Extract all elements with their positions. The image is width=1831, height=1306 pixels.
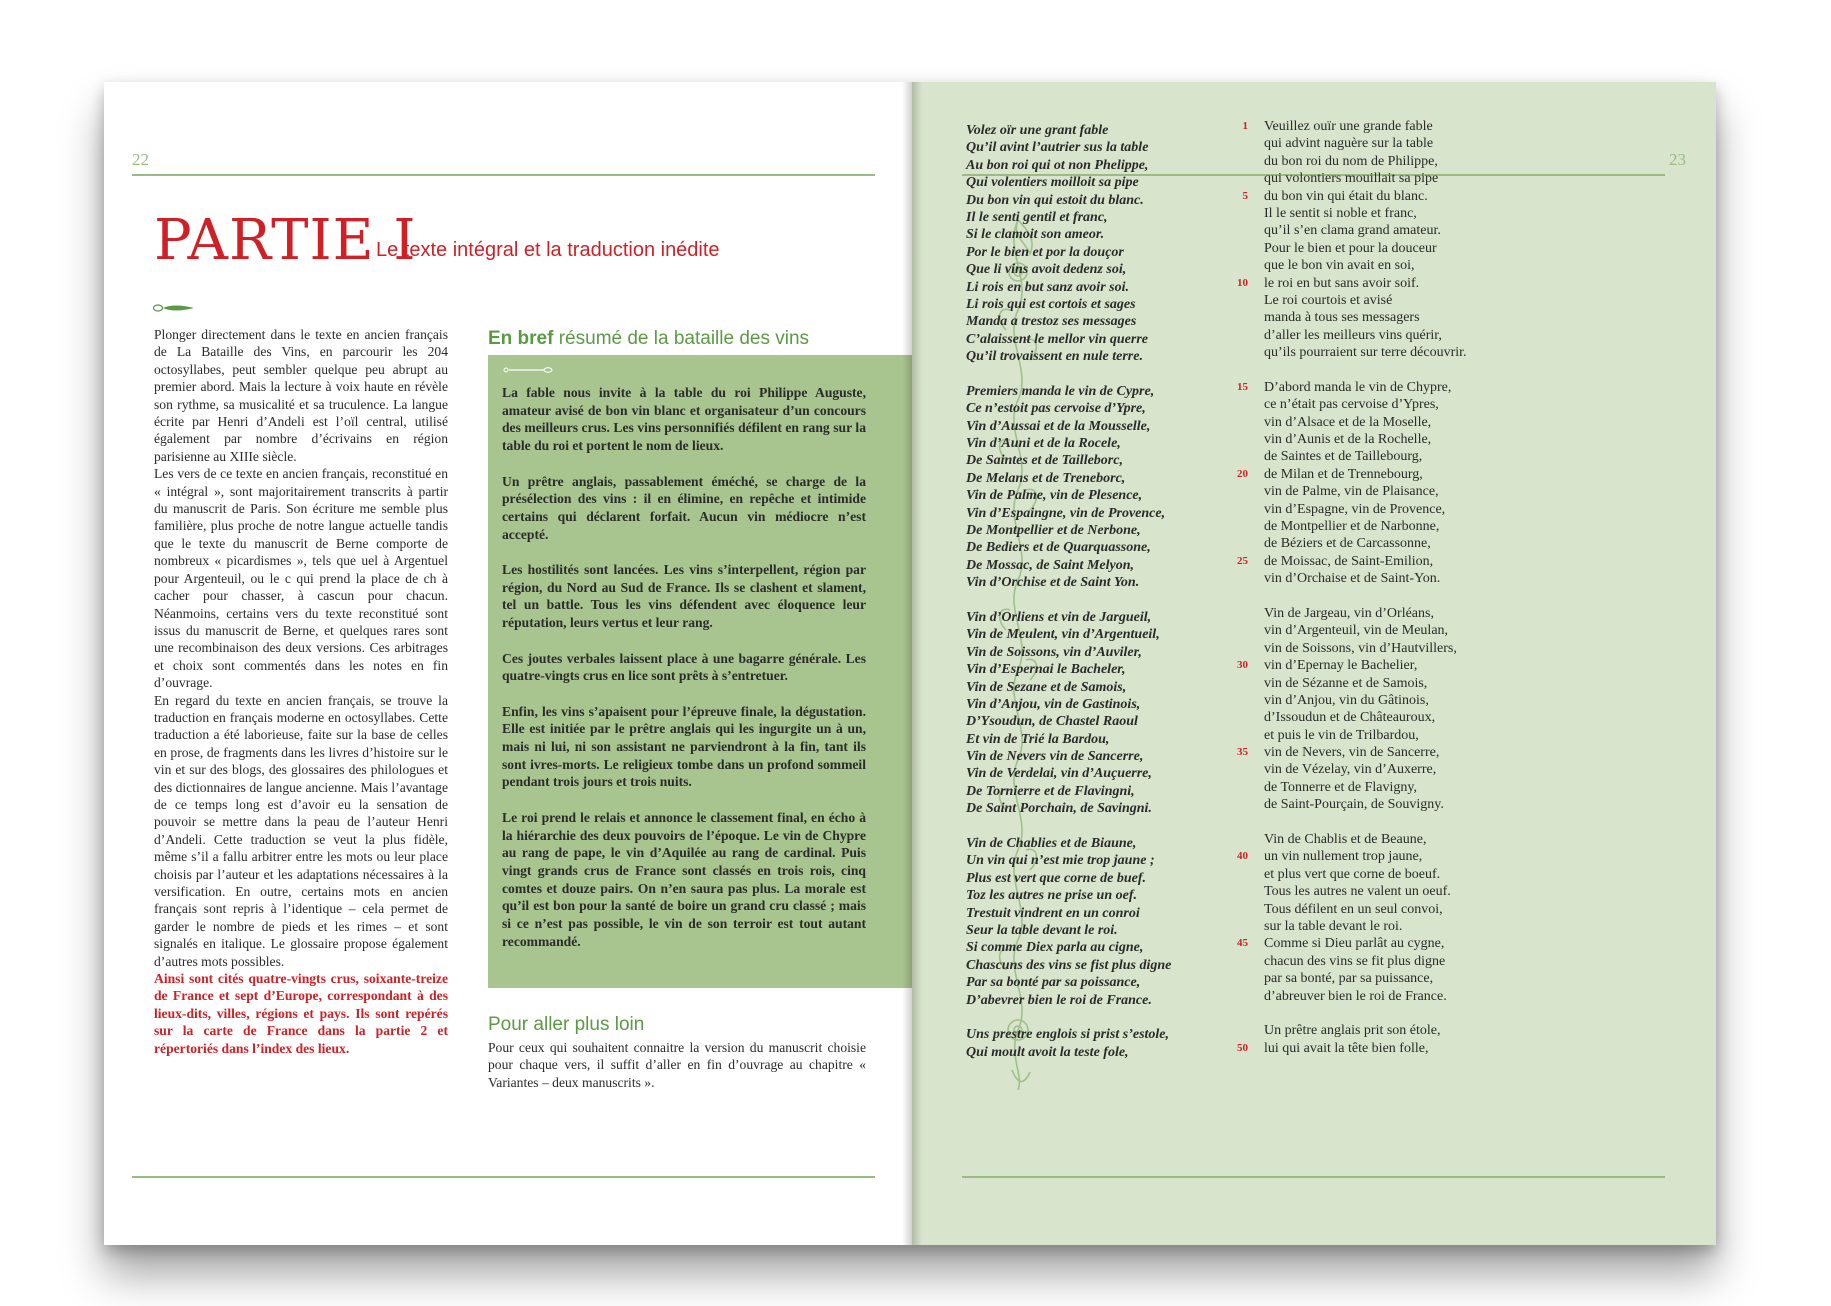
- translation-line: [1222, 153, 1522, 170]
- verse-line: Premiers manda le vin de Cypre,: [966, 383, 1155, 399]
- translation-line: [1222, 327, 1522, 344]
- line-number: 25: [1237, 554, 1248, 567]
- page-gutter: [902, 82, 922, 1245]
- translation-line: [1222, 466, 1522, 483]
- translation-line: [1222, 605, 1522, 622]
- en-bref-paragraph: Un prêtre anglais, passablement éméché, se charge de la présélection des vins : il en élimine, en repêche et intimide certains qui déclarent forfait. Aucun vin médiocre n’est accepté.: [502, 473, 866, 542]
- verse-line: Il le senti gentil et franc,: [966, 209, 1108, 225]
- translation-text: de Moissac, de Saint-Emilion,: [1264, 553, 1434, 569]
- translation-text: qui volontiers mouillait sa pipe: [1264, 171, 1439, 187]
- translation-line: [1222, 675, 1522, 692]
- translation-line: [1222, 970, 1522, 987]
- translation-text: Veuillez ouïr une grande fable: [1264, 119, 1433, 134]
- translation-text: d’aller les meilleurs vins quérir,: [1264, 327, 1442, 343]
- translation-text: vin d’Aunis et de la Rochelle,: [1264, 432, 1432, 448]
- intro-paragraph: En regard du texte en ancien français, se trouve la traduction en français moderne en octosyllabes. Cette traduction a été laborieuse, faite sur la base de celles en prose, de fragments dans les livres d’histoire sur le vin et sur des blogs, des glossaires des philologues et des dictionnaires de langue ancienne. Mais l’avantage de ce temps long est d’avoir eu la sensation de pouvoir se mettre dans la peau de l’auteur Henri d’Andeli. Cette traduction se veut la plus fidèle, même s’il a fallu arbitrer entre les mots ou leur place choisis par l’auteur et les adaptations nécessaires à la versification. En outre, certains mots en ancien français sont repris à l’identique – cela permet de garder le nombre de pieds et les rimes – et sont signalés en italique. Le glossaire propose également d’autres mots possibles.: [154, 692, 448, 969]
- en-bref-paragraph: Le roi prend le relais et annonce le classement final, en écho à la hiérarchie des deux pouvoirs de l’époque. Le vin de Chypre au rang de pape, le vin d’Aquilée au rang de cardinal. Puis vingt grands crus de France sont classés en trois rois, cinq comtes et douze pairs. On n’en saura pas plus. La morale est qu’il est bon pour la santé de boire un grand cru classé ; mais si ce n’est pas possible, le vin de son terroir est tout autant recommandé.: [502, 809, 866, 949]
- translation-line: [1222, 848, 1522, 865]
- verse-line: Vin d’Orliens et vin de Jargueil,: [966, 609, 1152, 625]
- translation-line: [1222, 901, 1522, 918]
- verse-line: Vin d’Espaingne, vin de Provence,: [966, 505, 1166, 521]
- translation-line: [1222, 1040, 1522, 1057]
- verse-line: Plus est vert que corne de buef.: [966, 870, 1147, 886]
- translation-text: ce n’était pas cervoise d’Ypres,: [1264, 397, 1439, 413]
- top-rule-left: [132, 174, 875, 176]
- line-number: 45: [1237, 937, 1248, 950]
- translation-line: [1222, 657, 1522, 674]
- page-subtitle: Le texte intégral et la traduction inédite: [376, 239, 720, 261]
- translation-text: Le roi courtois et avisé: [1264, 292, 1393, 308]
- en-bref-paragraph: Les hostilités sont lancées. Les vins s’interpellent, région par région, du Nord au Sud de France. Ils se clashent et slament, tel un battle. Tous les vins défendent avec éloquence leur réputation, leurs vertus et leur rang.: [502, 562, 866, 631]
- translation-text: vin d’Alsace et de la Moselle,: [1264, 414, 1432, 430]
- translation-text: vin d’Orchaise et de Saint-Yon.: [1264, 571, 1441, 587]
- translation-text: le roi en but sans avoir soif.: [1264, 275, 1420, 291]
- translation-text: un vin nullement trop jaune,: [1264, 849, 1423, 865]
- translation-text: par sa bonté, par sa puissance,: [1264, 971, 1434, 987]
- verse-line: De Saintes et de Tailleborc,: [966, 453, 1123, 469]
- translation-line: [1222, 275, 1522, 292]
- en-bref-text: [502, 384, 866, 968]
- translation-line: [1222, 257, 1522, 274]
- en-bref-paragraph: Ces joutes verbales laissent place à une bagarre générale. Les quatre-vingts crus en lice sont prêts à s’entretuer.: [502, 650, 866, 684]
- translation-line: [1222, 709, 1522, 726]
- intro-paragraph: Plonger directement dans le texte en ancien français de La Bataille des Vins, en parcourir les 204 octosyllabes, peut sembler quelque peu abrupt au premier abord. Mais la lecture à voix haute en révèle son rythme, sa musicalité et sa truculence. La langue écrite par Henri d’Andeli est l’oïl central, utilisé également par nombre d’écrivains en région parisienne au XIIIe siècle.: [154, 327, 448, 464]
- translation-line: [1222, 953, 1522, 970]
- page-title: PARTIE I: [154, 208, 417, 273]
- verse-line: Manda a trestoz ses messages: [966, 314, 1137, 330]
- translation-text: qu’il s’en clama grand amateur.: [1264, 223, 1441, 239]
- translation-line: [1222, 831, 1522, 848]
- verse-line: Et vin de Trié la Bardou,: [966, 731, 1110, 747]
- verse-line: Qui volentiers moilloit sa pipe: [966, 175, 1139, 191]
- line-number: 20: [1237, 467, 1248, 480]
- verse-line: De Tornierre et de Flavingni,: [966, 783, 1135, 799]
- verse-line: Vin de Soissons, vin d’Auviler,: [966, 644, 1142, 660]
- bottom-rule-right: [962, 1176, 1665, 1178]
- fleuron-icon: [152, 302, 198, 314]
- translation-text: vin d’Epernay le Bachelier,: [1264, 658, 1418, 674]
- translation-line: [1222, 222, 1522, 239]
- bottom-rule-left: [132, 1176, 875, 1178]
- verse-line: Qui moult avoit la teste fole,: [966, 1044, 1129, 1060]
- translation-line: [1222, 622, 1522, 639]
- verse-line: D’abevrer bien le roi de France.: [966, 992, 1152, 1008]
- verse-line: Qu’il trovaissent en nule terre.: [966, 349, 1143, 365]
- translation-text: vin d’Anjou, vin du Gâtinois,: [1264, 692, 1429, 708]
- translation-text: d’abreuver bien le roi de France.: [1264, 988, 1447, 1004]
- translation-line: [1222, 448, 1522, 465]
- verse-line: De Mossac, de Saint Melyon,: [966, 557, 1134, 573]
- translation-line: [1222, 1022, 1522, 1039]
- translation-line: [1222, 483, 1522, 500]
- line-number: 15: [1237, 380, 1248, 393]
- line-number: 50: [1237, 1041, 1248, 1054]
- verse-line: Vin d’Orchise et de Saint Yon.: [966, 575, 1140, 591]
- translation-line: [1222, 170, 1522, 187]
- intro-paragraph: Ainsi sont cités quatre-vingts crus, soixante-treize de France et sept d’Europe, correspondant à des lieux-dits, villes, régions et pays. Ils sont repérés sur la carte de France dans la partie 2 et répertoriés dans l’index des lieux.: [154, 971, 448, 1056]
- translation-line: [1222, 188, 1522, 205]
- translation-line: [1222, 240, 1522, 257]
- line-number: 35: [1237, 746, 1248, 759]
- translation-line: [1222, 988, 1522, 1005]
- intro-paragraph: Les vers de ce texte en ancien français, reconstitué en « intégral », sont majoritairement transcrits à partir du manuscrit de Paris. Son écriture me semble plus familière, plus proche de notre langue actuelle tandis que le texte du manuscrit de Berne comporte de nombreux « picardismes », tels que uel à Argentuel pour Argenteuil, ou le c qui prend la place de ch à cacher pour chasser, à cascun pour chacun. Néanmoins, certains vers du texte reconstitué sont issus du manuscrit de Berne, et quelques rares sont une recombinaison des deux versions. Ces arbitrages et choix sont commentés dans les notes en fin d’ouvrage.: [154, 466, 448, 691]
- translation-line: [1222, 379, 1522, 396]
- verse-line: Vin d’Espernai le Bacheler,: [966, 662, 1126, 678]
- translation-line: [1222, 883, 1522, 900]
- verse-line: Li rois qui est cortois et sages: [966, 296, 1136, 312]
- translation-line: [1222, 640, 1522, 657]
- line-number: 40: [1237, 850, 1248, 863]
- translation-text: de Tonnerre et de Flavigny,: [1264, 779, 1417, 795]
- verse-line: Un vin qui n’est mie trop jaune ;: [966, 853, 1155, 869]
- translation-text: D’abord manda le vin de Chypre,: [1264, 379, 1452, 395]
- translation-line: [1222, 866, 1522, 883]
- translation-text: vin de Palme, vin de Plaisance,: [1264, 484, 1439, 500]
- verse-line: Trestuit vindrent en un conroi: [966, 905, 1140, 921]
- translation-text: manda à tous ses messagers: [1264, 310, 1420, 326]
- translation-line: [1222, 205, 1522, 222]
- translation-line: [1222, 501, 1522, 518]
- translation-line: [1222, 518, 1522, 535]
- verse-line: C’alaissent le mellor vin querre: [966, 331, 1148, 347]
- translation-text: de Béziers et de Carcassonne,: [1264, 536, 1431, 552]
- translation-text: Comme si Dieu parlât au cygne,: [1264, 936, 1445, 952]
- verse-line: Vin d’Auni et de la Rocele,: [966, 436, 1121, 452]
- verse-line: Chascuns des vins se fist plus digne: [966, 957, 1172, 973]
- translation-text: de Milan et de Trennebourg,: [1264, 466, 1423, 482]
- translation-line: [1222, 727, 1522, 744]
- translation-line: [1222, 692, 1522, 709]
- verse-line: De Saint Porchain, de Savingni.: [966, 801, 1152, 817]
- verse-line: Vin de Chablies et de Biaune,: [966, 836, 1137, 852]
- en-bref-heading: En bref résumé de la bataille des vins: [488, 328, 810, 349]
- translation-text: Vin de Jargeau, vin d’Orléans,: [1264, 605, 1434, 621]
- verse-line: Vin de Meulent, vin d’Argentueil,: [966, 627, 1160, 643]
- translation-text: vin de Vézelay, vin d’Auxerre,: [1264, 762, 1437, 778]
- verse-line: Vin de Sezane et de Samois,: [966, 679, 1127, 695]
- translation-line: [1222, 309, 1522, 326]
- line-number: 5: [1242, 189, 1248, 202]
- verse-line: Uns prestre englois si prist s’estole,: [966, 1027, 1170, 1043]
- verse-line: Vin d’Anjou, vin de Gastinois,: [966, 696, 1141, 712]
- translation-line: [1222, 414, 1522, 431]
- verse-line: Vin d’Aussai et de la Mousselle,: [966, 418, 1151, 434]
- translation-line: [1222, 935, 1522, 952]
- translation-text: de Montpellier et de Narbonne,: [1264, 518, 1440, 534]
- translation-line: [1222, 761, 1522, 778]
- translation-line: [1222, 779, 1522, 796]
- translation-text: de Saintes et de Taillebourg,: [1264, 449, 1423, 465]
- translation-line: [1222, 796, 1522, 813]
- translation-text: lui qui avait la tête bien folle,: [1264, 1040, 1429, 1056]
- translation-line: [1222, 431, 1522, 448]
- verse-line: Du bon vin qui estoit du blanc.: [966, 192, 1144, 208]
- translation-text: Tous les autres ne valent un oeuf.: [1264, 884, 1451, 900]
- page-number-left: 22: [132, 150, 149, 169]
- translation-line: [1222, 553, 1522, 570]
- page-number-right: 23: [1669, 150, 1686, 169]
- fleuron-small-icon: [502, 365, 554, 375]
- intro-text: [154, 326, 448, 1057]
- pour-aller-heading: Pour aller plus loin: [488, 1014, 645, 1035]
- line-number: 1: [1242, 120, 1248, 132]
- verse-line: De Montpellier et de Nerbone,: [966, 522, 1141, 538]
- translation-text: et puis le vin de Trilbardou,: [1264, 727, 1419, 743]
- verse-line: Par sa bonté par sa poissance,: [966, 975, 1141, 991]
- verse-line: Li rois en but sanz avoir soi.: [966, 279, 1129, 295]
- verse-line: D’Ysoudun, de Chastel Raoul: [966, 714, 1138, 730]
- verse-line: Au bon roi qui ot non Phelippe,: [966, 157, 1149, 173]
- en-bref-paragraph: La fable nous invite à la table du roi Philippe Auguste, amateur avisé de bon vin blanc et organisateur d’un concours des meilleurs crus. Les vins personnifiés défilent en rang sur la table du roi et portent le nom de lieux.: [502, 385, 866, 454]
- verse-line: Seur la table devant le roi.: [966, 922, 1118, 938]
- verse-line: Toz les autres ne prise un oef.: [966, 888, 1138, 904]
- translation-text: du bon vin qui était du blanc.: [1264, 188, 1428, 204]
- translation-line: [1222, 535, 1522, 552]
- translation-text: du bon roi du nom de Philippe,: [1264, 153, 1438, 169]
- pour-aller-text: Pour ceux qui souhaitent connaitre la version du manuscrit choisie pour chaque vers, il suffit d’aller en fin d’ouvrage au chapitre « Variantes – deux manuscrits ».: [488, 1040, 866, 1090]
- translation-text: Vin de Chablis et de Beaune,: [1264, 832, 1427, 848]
- translation-text: vin d’Espagne, vin de Provence,: [1264, 501, 1446, 517]
- verse-line: Vin de Nevers vin de Sancerre,: [966, 749, 1144, 765]
- verse-line: De Bediers et de Quarquassone,: [966, 540, 1151, 556]
- verse-line: Vin de Verdelai, vin d’Auçuerre,: [966, 766, 1152, 782]
- verse-line: Qu’il avint l’autrier sus la table: [966, 140, 1149, 156]
- line-number: 30: [1237, 659, 1248, 672]
- en-bref-box: [488, 355, 912, 988]
- translation-text: Il le sentit si noble et franc,: [1264, 205, 1417, 221]
- line-number: 10: [1237, 276, 1248, 289]
- translation-text: chacun des vins se fit plus digne: [1264, 953, 1446, 969]
- en-bref-paragraph: Enfin, les vins s’apaisent pour l’épreuve finale, la dégustation. Elle est initiée par le prêtre anglais qui les ingurgite un à un, mais ni lui, ni son assistant ne parviendront à la fin, tant ils sont ivres-morts. Le religieux tombe dans un profond sommeil pendant trois jours et trois nuits.: [502, 703, 866, 790]
- translation-text: sur la table devant le roi.: [1264, 918, 1403, 934]
- translation-text: vin de Nevers, vin de Sancerre,: [1264, 745, 1440, 761]
- translation-text: et plus vert que corne de boeuf.: [1264, 866, 1441, 882]
- verse-line: De Melans et de Treneborc,: [966, 470, 1126, 486]
- verse-line: Si comme Diex parla au cigne,: [966, 940, 1144, 956]
- translation-text: d’Issoudun et de Châteauroux,: [1264, 710, 1436, 726]
- translation-text: Pour le bien et pour la douceur: [1264, 240, 1437, 256]
- verse-line: Por le bien et por la douçor: [966, 244, 1124, 260]
- modern-translation: [1222, 118, 1522, 1057]
- translation-text: vin d’Argenteuil, vin de Meulan,: [1264, 623, 1449, 639]
- verse-line: Ce n’estoit pas cervoise d’Ypre,: [966, 401, 1146, 417]
- translation-text: vin de Sézanne et de Samois,: [1264, 675, 1428, 691]
- old-french-verse: [966, 122, 1236, 1061]
- translation-line: [1222, 135, 1522, 152]
- translation-text: que le bon vin avait en soi,: [1264, 258, 1415, 274]
- translation-line: [1222, 918, 1522, 935]
- translation-line: [1222, 396, 1522, 413]
- left-page: [104, 82, 912, 1245]
- translation-text: qu’ils pourraient sur terre découvrir.: [1264, 345, 1467, 361]
- verse-line: Si le clamoit son ameor.: [966, 227, 1105, 243]
- verse-line: Vin de Palme, vin de Plesence,: [966, 488, 1143, 504]
- verse-line: Que li vins avoit dedenz soi,: [966, 262, 1127, 278]
- translation-text: vin de Soissons, vin d’Hautvillers,: [1264, 640, 1457, 656]
- verse-line: Volez oïr une grant fable: [966, 123, 1109, 138]
- translation-line: [1222, 344, 1522, 361]
- translation-text: Un prêtre anglais prit son étole,: [1264, 1023, 1441, 1039]
- translation-line: [1222, 292, 1522, 309]
- translation-line: [1222, 744, 1522, 761]
- translation-line: [1222, 118, 1522, 135]
- translation-text: Tous défilent en un seul convoi,: [1264, 901, 1443, 917]
- translation-line: [1222, 570, 1522, 587]
- translation-text: qui advint naguère sur la table: [1264, 136, 1434, 152]
- translation-text: de Saint-Pourçain, de Souvigny.: [1264, 797, 1444, 813]
